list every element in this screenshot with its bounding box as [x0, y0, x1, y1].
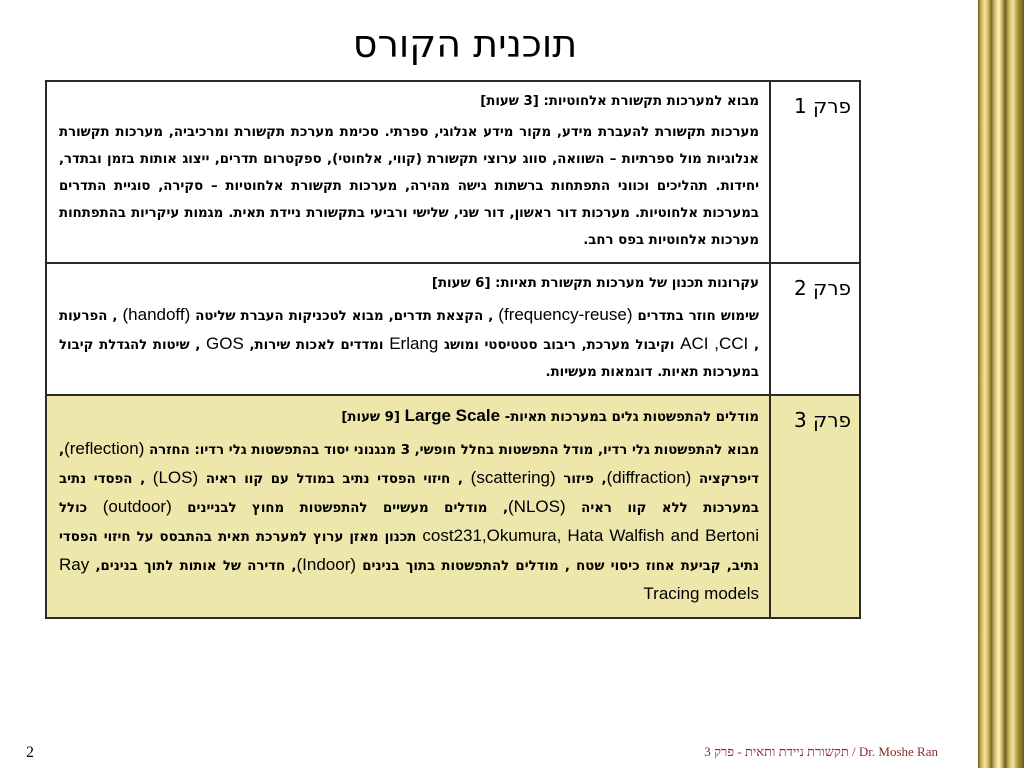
latin-term: ACI ,CCI — [680, 334, 749, 353]
text-segment: , הקצאת תדרים, מבוא לטכניקות העברת שליטה — [190, 309, 499, 324]
chapter-description: מערכות תקשורת להעברת מידע, מקור מידע אנלוגי, ספרתי. סכימת מערכת תקשורת ומרכיביה, מערכות תקשורת אנלוגיות מול ספרתיות – השוואה, סווג ערוצי תקשורת (קווי, אלחוטי), ספקטרום תדרים, ייצוג אותות בזמן ובתדר, יחידות. תהליכים וכווני התפתחות ברשתות גישה מהירה, מערכות תקשורת אלחוטיות – סקירה, סוגיית התדרים במערכות אלחוטיות. מערכות דור ראשון, דור שני, שלישי ורביעי בתקשורת ניידת תאית. מגמות עיקריות בהתפתחות מערכות אלחוטיות בפס רחב. — [59, 125, 759, 248]
latin-term: (LOS) — [152, 468, 199, 487]
latin-term: (frequency-reuse) — [498, 305, 633, 324]
chapter-label: פרק 2 — [770, 263, 860, 395]
chapter-content — [46, 81, 770, 263]
chapter-content — [46, 263, 770, 395]
chapter-description — [59, 439, 759, 603]
text-segment: מבוא להתפשטות גלי רדיו, מודל התפשטות בחלל חופשי, 3 מנגנוני יסוד בהתפשטות גלי רדיו: החזרה — [144, 443, 759, 458]
latin-term: Ray Tracing models — [59, 555, 759, 603]
chapter-heading: עקרונות תכנון של מערכות תקשורת תאיות: [6 שעות] — [431, 276, 759, 291]
text-segment: , חיזוי הפסדי נתיב במודל עם קוו ראיה — [198, 472, 471, 487]
text-segment: , חדירה של אותות לתוך בנינים, — [89, 559, 297, 574]
footer-text: Dr. Moshe Ran / תקשורת ניידת ותאית - פרק 3 — [704, 744, 938, 759]
latin-term: (reflection) — [64, 439, 145, 458]
text-segment: שימוש חוזר בתדרים — [632, 309, 760, 324]
chapter-heading: מבוא למערכות תקשורת אלחוטיות: [3 שעות] — [480, 94, 759, 109]
text-segment: [9 שעות] — [341, 410, 405, 425]
text-segment: מודלים להתפשטות גלים במערכות תאיות- — [500, 410, 759, 425]
latin-term: Large Scale — [404, 406, 501, 425]
text-segment: , מודלים מעשיים להתפשטות מחוץ לבניינים — [171, 501, 508, 516]
chapter-heading — [59, 402, 759, 431]
decorative-gold-border — [978, 0, 1024, 768]
latin-term: (scattering) — [470, 468, 556, 487]
syllabus-table — [45, 80, 861, 619]
chapter-description — [59, 305, 760, 380]
text-segment: , שיטות להגדלת קיבול במערכות תאיות. דוגמאות מעשיות. — [59, 338, 759, 380]
text-segment: , הפרעות , — [59, 309, 760, 353]
text-segment: תכנון מאזן ערוץ למערכת תאית בהתבסס על חיזוי הפסדי נתיב, קביעת אחוז כיסוי שטח , מודלים להתפשטות בתוך בנינים — [59, 530, 759, 574]
latin-term: (Indoor) — [296, 555, 357, 574]
table-row-highlighted — [46, 395, 860, 618]
text-segment: , הפסדי נתיב במערכות ללא קוו ראיה — [59, 472, 759, 516]
chapter-label: פרק 1 — [770, 81, 860, 263]
text-segment: , דיפרקציה — [59, 443, 759, 487]
text-segment: ומדדים לאכות שירות, — [243, 338, 390, 353]
text-segment: וקיבול מערכת, ריבוב סטטיסטי ומושג — [438, 338, 681, 353]
latin-term: Erlang — [389, 334, 439, 353]
latin-term: (diffraction) — [606, 468, 692, 487]
latin-term: (handoff) — [122, 305, 191, 324]
table-row — [46, 81, 860, 263]
latin-term: GOS — [206, 334, 244, 353]
latin-term: (NLOS) — [508, 497, 566, 516]
latin-term: Walfish and Bertoni — [609, 526, 759, 545]
text-segment: , פיזור — [555, 472, 607, 487]
chapter-label: פרק 3 — [770, 395, 860, 618]
latin-term: cost231,Okumura, Hata — [422, 526, 604, 545]
table-row — [46, 263, 860, 395]
text-segment: כולל — [59, 501, 103, 516]
page-title: תוכנית הקורס — [352, 22, 578, 66]
latin-term: (outdoor) — [102, 497, 172, 516]
chapter-content — [46, 395, 770, 618]
page-number: 2 — [26, 744, 34, 761]
